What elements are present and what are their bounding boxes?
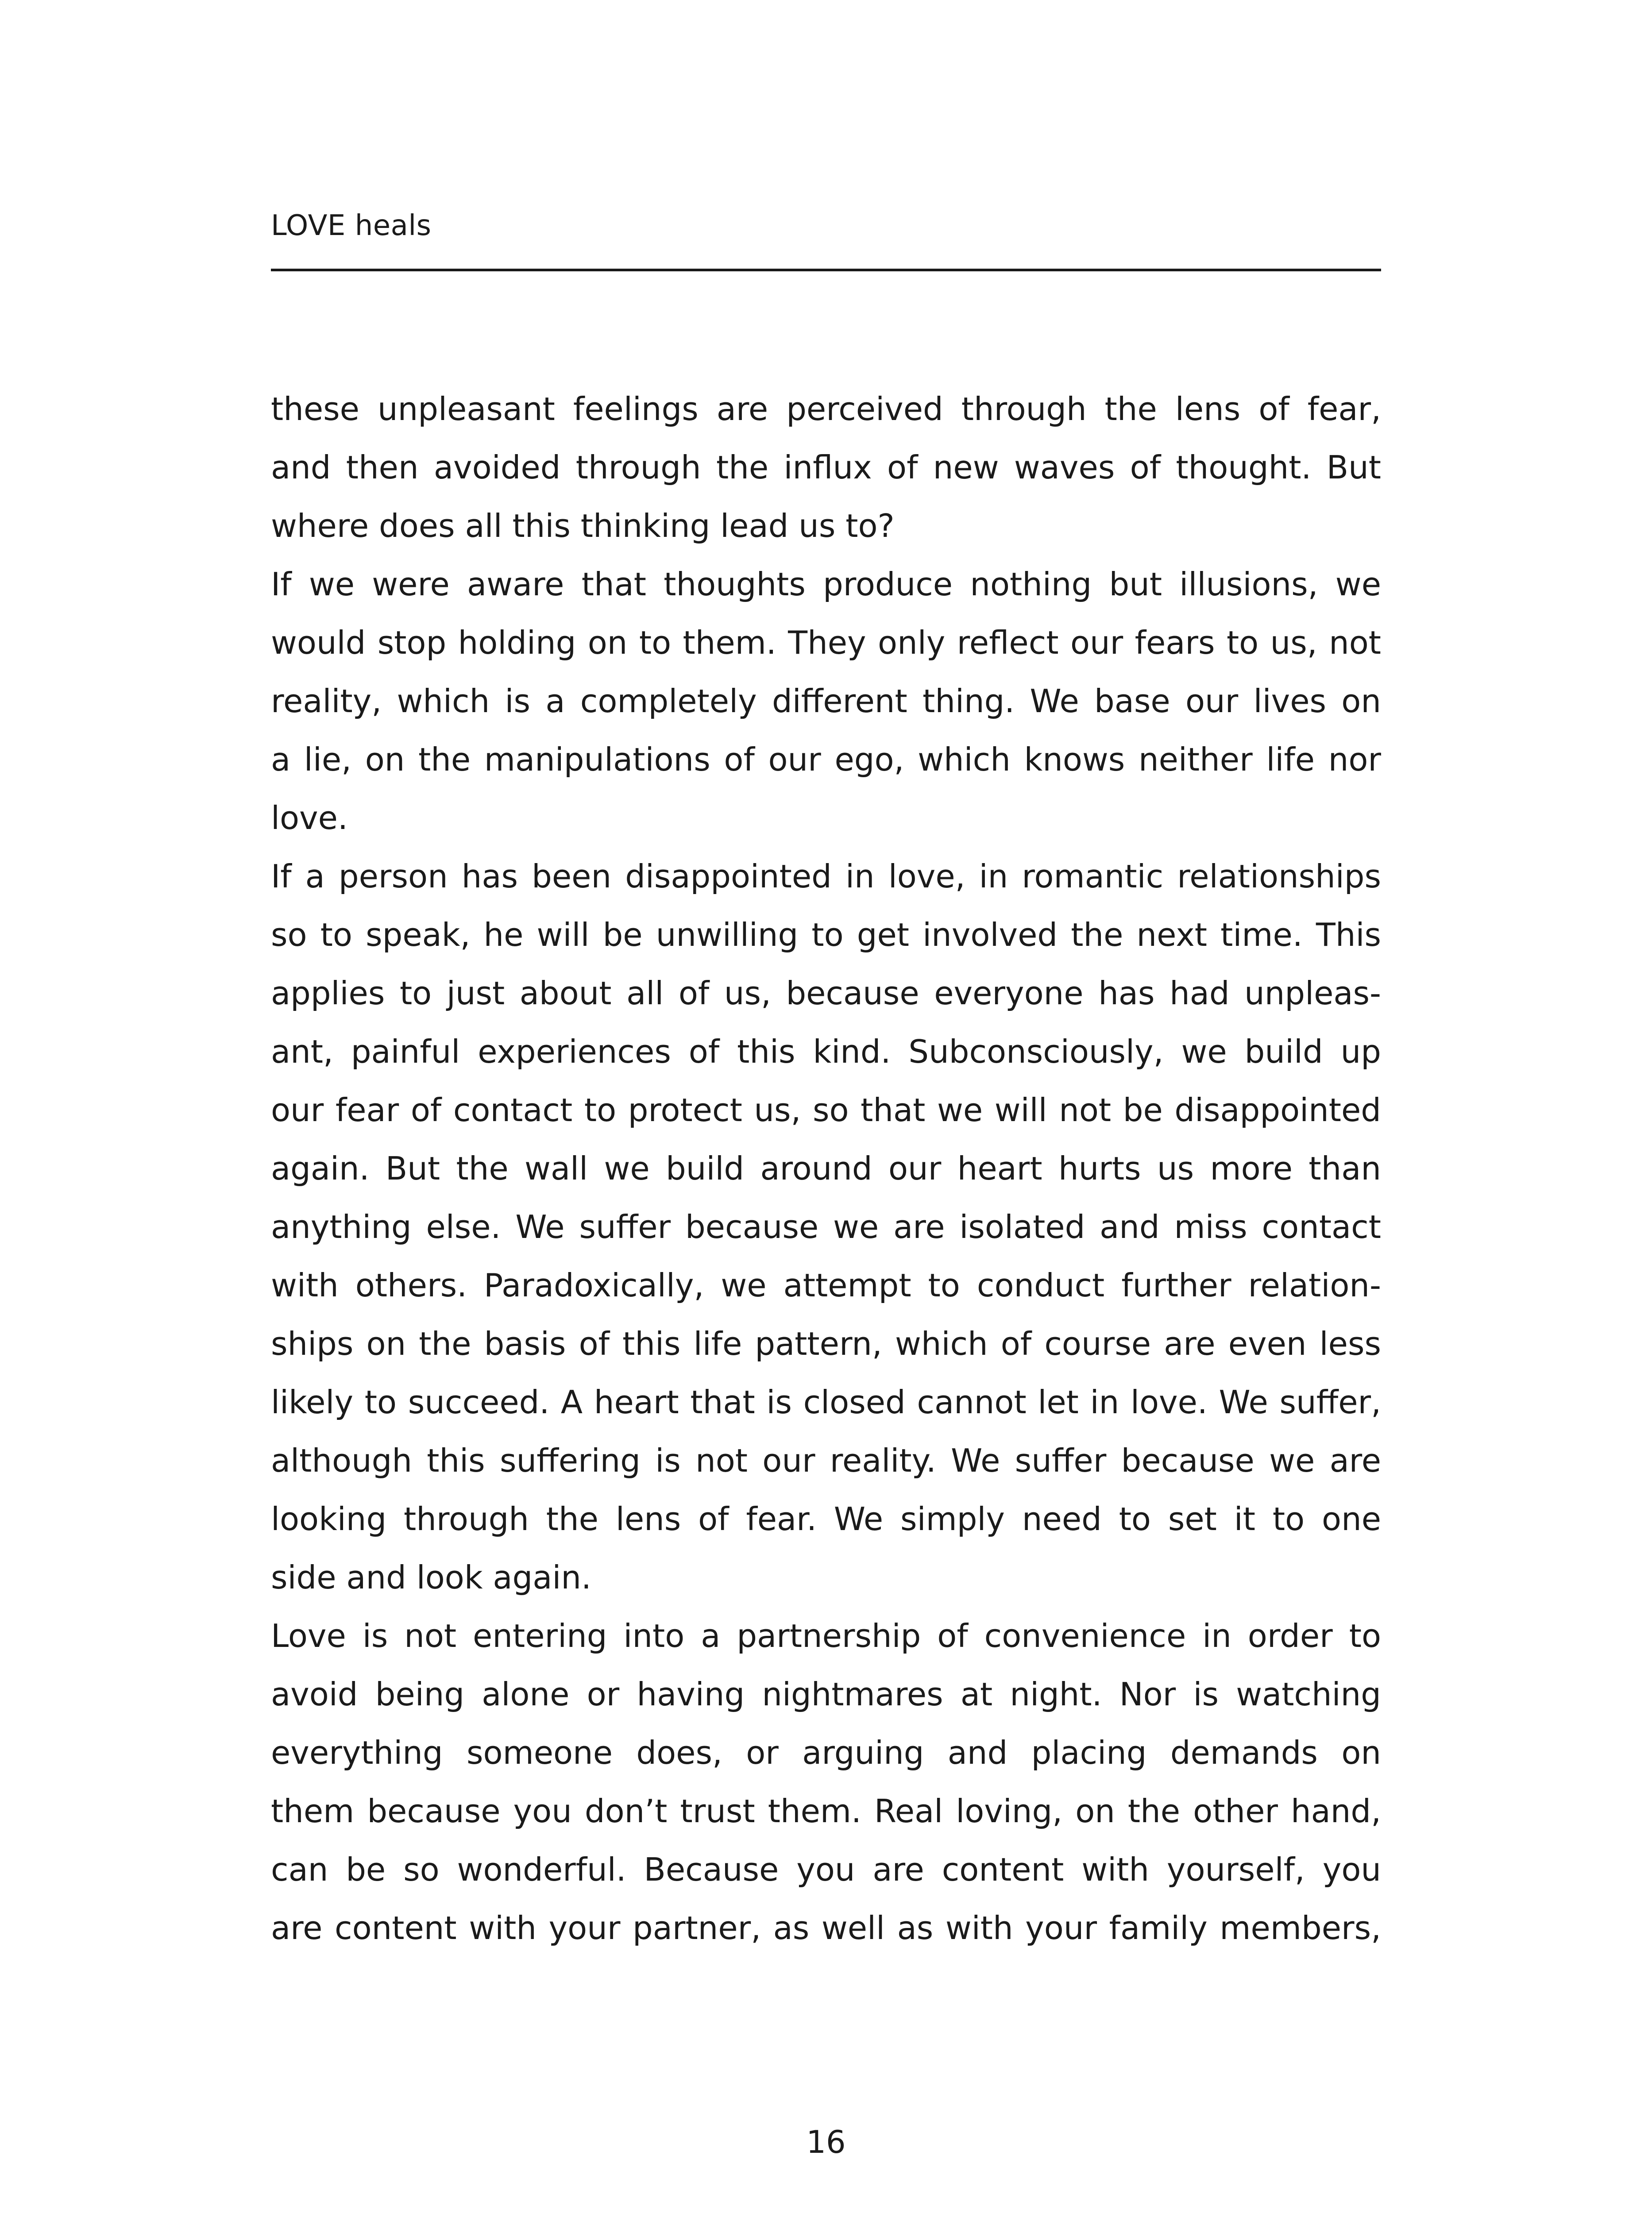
text-line: looking through the lens of fear. We simply need to set it to one xyxy=(271,1500,1381,1538)
text-line: likely to succeed. A heart that is closed cannot let in love. We suffer, xyxy=(271,1384,1381,1421)
text-line: again. But the wall we build around our heart hurts us more than xyxy=(271,1150,1381,1187)
running-head: LOVE heals xyxy=(271,209,432,242)
text-line: love. xyxy=(271,799,348,837)
page-number: 16 xyxy=(806,2124,846,2160)
text-line: Love is not entering into a partnership of convenience in order to xyxy=(271,1617,1381,1654)
text-line: a lie, on the manipulations of our ego, which knows neither life nor xyxy=(271,741,1381,778)
text-line: are content with your partner, as well as with your family members, xyxy=(271,1909,1381,1947)
text-line: ships on the basis of this life pattern, which of course are even less xyxy=(271,1325,1381,1362)
text-line: with others. Paradoxically, we attempt to conduct further relation- xyxy=(271,1267,1381,1304)
text-line: would stop holding on to them. They only reflect our fears to us, not xyxy=(271,624,1381,661)
text-line: them because you don’t trust them. Real loving, on the other hand, xyxy=(271,1793,1381,1830)
text-line: can be so wonderful. Because you are content with yourself, you xyxy=(271,1851,1381,1888)
text-line: avoid being alone or having nightmares at night. Nor is watching xyxy=(271,1676,1381,1713)
text-line: If a person has been disappointed in love, in romantic relationships xyxy=(271,858,1381,895)
text-line: If we were aware that thoughts produce nothing but illusions, we xyxy=(271,566,1381,603)
text-line: although this suffering is not our reality. We suffer because we are xyxy=(271,1442,1381,1479)
header-rule xyxy=(271,269,1381,271)
text-line: so to speak, he will be unwilling to get involved the next time. This xyxy=(271,916,1381,953)
text-line: reality, which is a completely different thing. We base our lives on xyxy=(271,682,1381,720)
text-line: side and look again. xyxy=(271,1559,591,1596)
text-line: these unpleasant feelings are perceived through the lens of fear, xyxy=(271,390,1381,428)
text-line: and then avoided through the influx of new waves of thought. But xyxy=(271,449,1381,486)
text-line: anything else. We suffer because we are isolated and miss contact xyxy=(271,1208,1381,1245)
text-line: where does all this thinking lead us to? xyxy=(271,507,895,544)
body-text xyxy=(271,380,1381,1957)
text-line: ant, painful experiences of this kind. Subconsciously, we build up xyxy=(271,1033,1381,1070)
text-line: applies to just about all of us, because everyone has had unpleas- xyxy=(271,975,1381,1012)
text-line: everything someone does, or arguing and placing demands on xyxy=(271,1734,1381,1771)
text-line: our fear of contact to protect us, so that we will not be disappointed xyxy=(271,1091,1381,1129)
